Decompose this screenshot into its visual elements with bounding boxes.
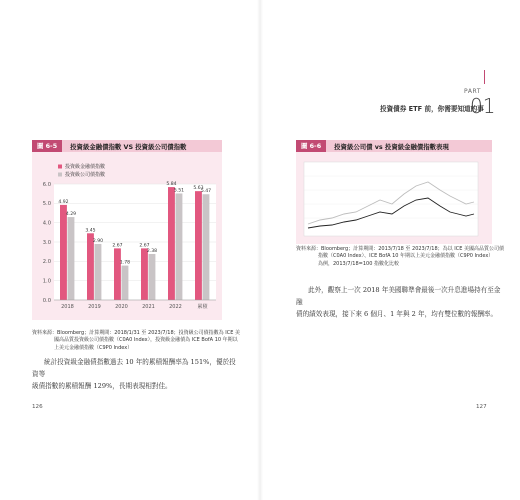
bar: [176, 193, 183, 300]
data-label: 5.84: [166, 182, 177, 188]
data-label: 1.78: [119, 260, 131, 266]
bar: [122, 266, 129, 300]
source-line: 國高品質投資級公司債指數（C0A0 Index），投資級金融債為 ICE BofA 10 年期以: [54, 337, 238, 344]
source-line: 為例，2013/7/18=100 指數化比較: [318, 260, 399, 267]
body-line: 級債指數的累積報酬 129%，長期表現相對佳。: [32, 382, 172, 390]
x-tick-label: 2021: [142, 304, 155, 310]
right-body-text: [296, 284, 506, 320]
part-number: 01: [470, 94, 496, 118]
source-line: 資料來源：Bloomberg；計算期間：2018/1/31 至 2023/7/18；投資級公司債指數為 ICE 美: [32, 330, 240, 336]
bar: [195, 191, 202, 300]
x-tick-label: 2019: [88, 304, 101, 310]
legend-label: 投資級公司債指數: [65, 172, 106, 178]
book-gutter: [257, 0, 263, 500]
bar-chart: [32, 160, 220, 316]
y-tick-label: 4.0: [42, 220, 51, 227]
index-performance-line-chart: [300, 160, 490, 240]
data-label: 4.92: [58, 199, 69, 205]
right-source-note: [296, 246, 506, 268]
bar: [168, 187, 175, 300]
figure-6-5-tag: 圖 6-5: [32, 140, 62, 152]
bar: [149, 254, 156, 300]
data-label: 4.29: [65, 212, 77, 218]
bar: [114, 248, 121, 300]
bar: [141, 248, 148, 300]
source-line: 上美元金融債指數（C9P0 Index）: [54, 344, 133, 351]
left-source-note: [32, 330, 242, 352]
part-label: PART: [464, 88, 482, 95]
part-marker-bar: [484, 70, 485, 84]
bar: [60, 205, 67, 300]
y-tick-label: 0.0: [42, 297, 51, 304]
bar: [95, 244, 102, 300]
y-tick-label: 2.0: [42, 259, 51, 266]
data-label: 5.47: [200, 189, 212, 195]
figure-6-6-tag: 圖 6-6: [296, 140, 326, 152]
figure-6-6-title: 投資級公司債 vs 投資級金融債指數表現: [334, 142, 449, 151]
x-tick-label: 2022: [169, 304, 182, 310]
body-line: 統計投資級金融債指數過去 10 年的累積報酬率為 151%，優於投資等: [32, 358, 236, 378]
data-label: 2.90: [92, 238, 104, 244]
page-number-right: 127: [476, 404, 487, 410]
x-tick-label: 2018: [61, 304, 74, 310]
data-label: 2.67: [112, 243, 123, 249]
x-tick-label: 累積: [197, 304, 208, 310]
y-tick-label: 5.0: [42, 201, 51, 208]
legend-swatch: [58, 173, 62, 177]
x-tick-label: 2020: [115, 304, 128, 310]
source-line: 指數（C0A0 Index）、ICE BofA 10 年期以上美元金融債指數（C9P0 Index）: [318, 253, 494, 260]
source-line: 資料來源：Bloomberg；計算期間：2013/7/18 至 2023/7/18；為以 ICE 美國高品質公司債: [296, 246, 504, 252]
body-line: 此外，觀察上一次 2018 年美國聯準會最後一次升息進場持有至金融: [296, 286, 501, 306]
data-label: 5.51: [173, 188, 185, 194]
y-tick-label: 1.0: [42, 278, 51, 285]
legend-label: 投資級金融債指數: [65, 164, 106, 170]
figure-6-6-header: [296, 140, 492, 152]
legend-swatch: [58, 165, 62, 169]
bar: [68, 217, 75, 300]
running-header-title: 投資債券 ETF 前，你需要知道的事: [380, 105, 484, 113]
figure-6-5-header: [32, 140, 222, 152]
y-tick-label: 3.0: [42, 239, 51, 246]
data-label: 2.38: [146, 248, 158, 254]
data-label: 3.45: [85, 228, 96, 234]
figure-6-5-title: 投資級金融債指數 VS 投資級公司債指數: [70, 142, 187, 151]
data-label: 5.63: [193, 186, 204, 192]
page-number-left: 126: [32, 404, 43, 410]
bar: [203, 194, 210, 300]
data-label: 2.67: [139, 243, 150, 249]
left-body-text: [32, 356, 242, 392]
y-tick-label: 6.0: [42, 181, 51, 188]
body-line: 債的績效表現，接下來 6 個月、1 年與 2 年，均有雙位數的報酬率。: [296, 310, 498, 318]
